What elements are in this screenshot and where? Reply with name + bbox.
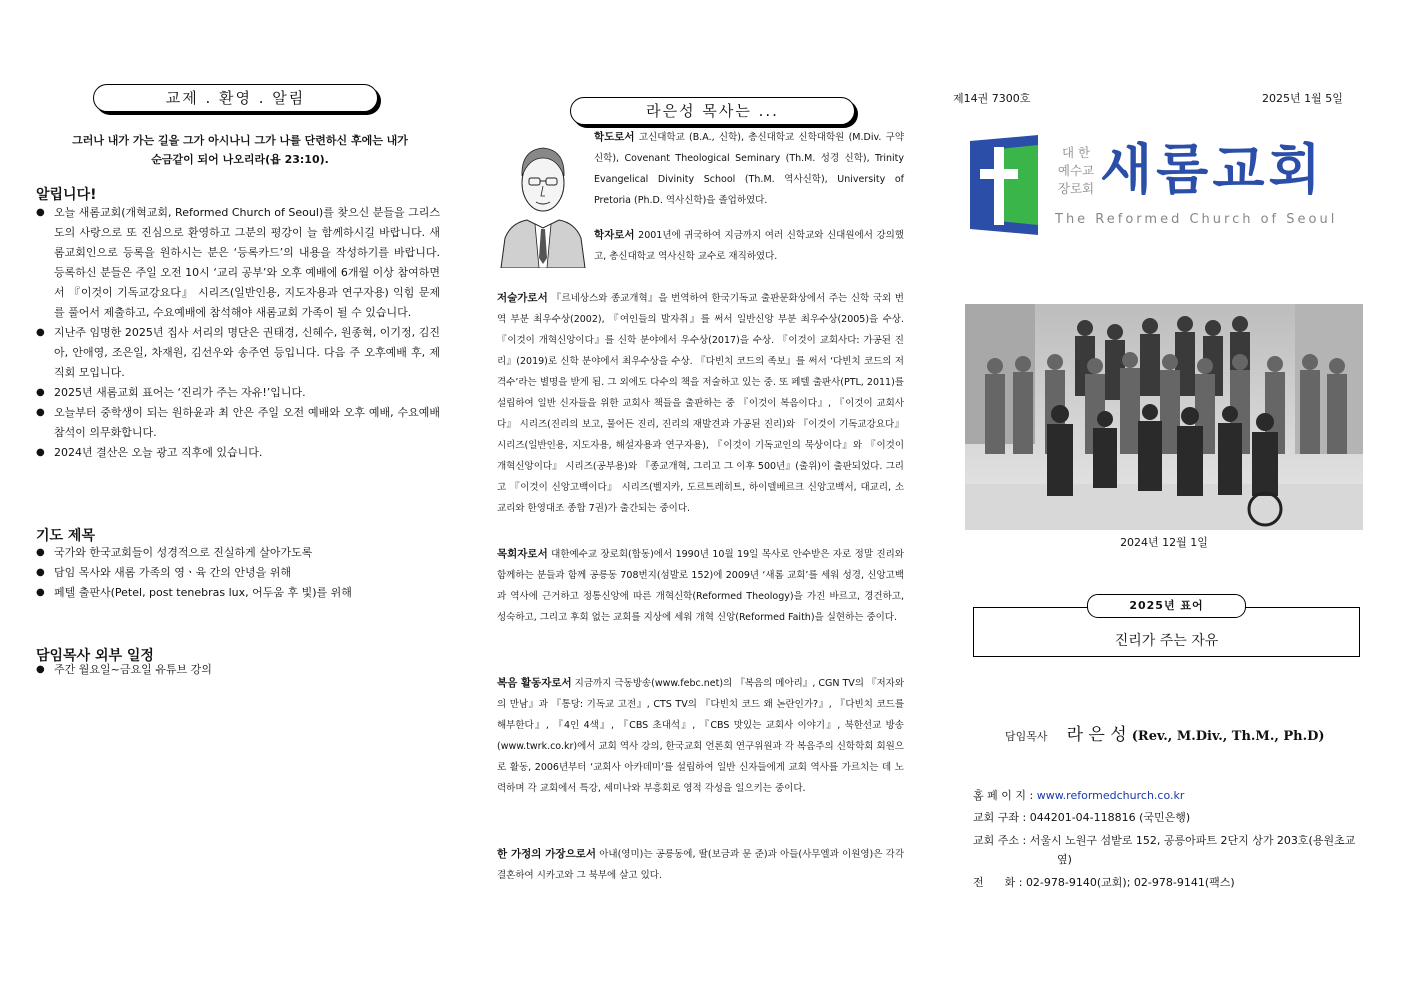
bio-family [497, 844, 904, 886]
bio-text: 『르네상스와 종교개혁』을 번역하여 한국기독교 출판문화상에서 주는 신학 국외 번역 부분 최우수상(2002), 『여인들의 발자취』를 써서 일반신앙 부분 최우수상(2005)을 수상. 『이것이 개혁신앙이다』를 신학 분야에서 우수상(2017)을 수상. 『이것이 교회사다: 가공된 진리』(2019)로 신학 분야에서 최우수상을 수상. 『다빈치 코드의 족보』를 써서 ‘다빈치 코드의 저격수’라는 별명을 받게 됨. 그 외에도 다수의 책을 저술하고 있는 중. 또 페텔 출판사(PTL, 2011)를 설립하여 일반 신자들을 위한 교회사 책들을 출판하는 중 『이것이 복음이다』, 『이것이 교회사다』 시리즈(진리의 보고, 물어든 진리, 진리의 재발견과 가공된 진리)와 『이것이 기독교강요다』 시리즈(일반인용, 지도자용, 해설자용과 연구자용), 『이것이 기독교인의 묵상이다』와 『이것이 개혁신앙이다』 시리즈(공부용)와 『종교개혁, 그리고 그 이후 500년』(출위)이 출판되었다. 그리고 『이것이 신앙고백이다』 시리즈(벨지카, 도르트레히트, 하이델베르크 신앙고백서, 대교리, 소교리와 한영대조 종합 7권)가 출간되는 중이다. [497, 293, 904, 514]
bio-lead: 한 가정의 가장으로서 [497, 848, 597, 860]
bio-lead: 저술가로서 [497, 292, 548, 304]
prayer-list [34, 543, 440, 603]
info-value: 서울시 노원구 섬밭로 152, 공릉아파트 2단지 상가 203호(용원초교 옆) [1029, 834, 1356, 866]
verse [40, 131, 440, 169]
info-label: 전 화 : [973, 876, 1026, 889]
bio-academic [594, 225, 904, 267]
list-item: ● 담임 목사와 새롬 가족의 영ㆍ육 간의 안녕을 위해 [34, 563, 440, 583]
logo-side-text [1054, 144, 1098, 198]
notices-list [34, 203, 440, 463]
homepage-link[interactable]: www.reformedchurch.co.kr [1036, 789, 1185, 802]
list-item: ● 페텔 출판사(Petel, post tenebras lux, 어두움 후 빛)를 위해 [34, 583, 440, 603]
church-info [973, 785, 1373, 894]
pastor-line [1005, 720, 1325, 745]
bio-text: 아내(영미)는 공릉동에, 딸(보금과 문 준)과 아들(사무엘과 이원영)은 각각 결혼하여 시카고와 그 북부에 살고 있다. [497, 849, 905, 881]
bio-writer [497, 288, 904, 519]
middle-banner: 라은성 목사는 ... [570, 97, 855, 125]
bio-lead: 학도로서 [594, 131, 635, 143]
logo-side-line-2: 예수교 [1057, 163, 1095, 178]
bio-evangelist [497, 673, 904, 799]
photo-caption: 2024년 12월 1일 [1120, 536, 1208, 549]
bio-lead: 학자로서 [594, 229, 635, 241]
info-value: 02-978-9140(교회); 02-978-9141(팩스) [1025, 876, 1235, 889]
volume-number: 제14권 7300호 [953, 92, 1031, 105]
bio-text: 고신대학교 (B.A., 신학), 총신대학교 신학대학원 (M.Div. 구약 신학), Covenant Theological Seminary (Th.M. 성경 신학), Trinity Evangelical Divinity School (Th.M. 역사신학), University of Pretoria (Ph.D. 역사신학)을 졸업하였다. [594, 132, 904, 206]
notices-title: 알립니다! [36, 187, 97, 203]
info-value: 044201-04-118816 (국민은행) [1029, 811, 1191, 824]
church-name-logo: 새롬교회 [1100, 138, 1325, 201]
bio-lead: 목회자로서 [497, 548, 548, 560]
info-homepage [973, 785, 1373, 807]
schedule-list [34, 660, 440, 680]
info-label: 교회 구좌 : [973, 811, 1030, 824]
pastor-name: 라 은 성 [1066, 725, 1127, 745]
verse-line-2: 순금같이 되어 나오리라(욥 23:10). [151, 153, 329, 166]
bio-text: 대한예수교 장로회(합동)에서 1990년 10월 19일 목사로 안수받은 자로 정말 진리와 함께하는 분들과 함께 공릉동 708번지(섬발로 152)에 2009년 ‘새롬 교회’를 세워 성경, 신앙고백과 역사에 근거하고 정통신앙에 따른 개혁신학(Reformed Theology)을 가진 바르고, 경건하고, 성숙하고, 그리고 후회 없는 교회를 지상에 세워 개혁 신앙(Reformed Faith)을 실현하는 중이다. [497, 549, 904, 623]
list-item: ● 주간 월요일~금요일 유튜브 강의 [34, 660, 440, 680]
verse-line-1: 그러나 내가 가는 길을 그가 아시나니 그가 나를 단련하신 후에는 내가 [72, 134, 408, 147]
issue-date: 2025년 1월 5일 [1262, 92, 1343, 105]
list-item: ● 2024년 결산은 오늘 광고 직후에 있습니다. [34, 443, 440, 463]
bio-scholar [594, 127, 904, 211]
pastor-degrees: (Rev., M.Div., Th.M., Ph.D) [1131, 729, 1325, 744]
bio-text: 지금까지 극동방송(www.febc.net)의 『복음의 메아리』, CGN TV의 『저자와의 만남』과 『통당: 기독교 고전』, CTS TV의 『다빈치 코드 왜 논란인가?』, 『다빈치 코드를 해부한다』, 『4인 4색』, 『CBS 초대석』, 『CBS 맛있는 교회사 이야기』, 북한선교 방송(www.twrk.co.kr)에서 교회 역사 강의, 한국교회 언론회 연구위원과 각 복음주의 신학학회 회원으로 활동, 2006년부터 ‘교회사 아카데미’를 설립하여 일반 신자들에게 교회 역사를 가르치는 데 노력하며 각 교회에서 특강, 세미나와 부흥회로 영적 각성을 일으키는 중이다. [497, 678, 905, 794]
church-logo-icon [970, 135, 1038, 235]
list-item: ● 국가와 한국교회들이 성경적으로 진실하게 살아가도록 [34, 543, 440, 563]
list-item: ● 2025년 새롬교회 표어는 ‘진리가 주는 자유!’입니다. [34, 383, 440, 403]
bio-text: 2001년에 귀국하여 지금까지 여러 신학교와 신대원에서 강의했고, 총신대학교 역사신학 교수로 재직하였다. [594, 230, 904, 262]
motto-text: 진리가 주는 자유 [1114, 633, 1219, 649]
info-account [973, 807, 1373, 829]
info-phone [973, 872, 1373, 894]
info-address [973, 831, 1373, 869]
prayer-title: 기도 제목 [36, 528, 95, 544]
list-item: ● 지난주 임명한 2025년 집사 서리의 명단은 권태경, 신혜수, 원종혁, 이기정, 김진아, 안애영, 조은일, 차재원, 김선우와 송주연 등입니다. 다음 주 오후예배 후, 제직회 모입니다. [34, 323, 440, 383]
logo-side-line-1: 대 한 [1061, 145, 1091, 160]
info-label: 교회 주소 : [973, 834, 1030, 847]
list-item: ● 오늘 새롬교회(개혁교회, Reformed Church of Seoul)를 찾으신 분들을 그리스도의 사랑으로 또 진심으로 환영하고 그분의 평강이 늘 함께하시길 바랍니다. 새롬교회인으로 등록을 원하시는 분은 ‘등록카드’의 내용을 작성하기를 바랍니다. 등록하신 분들은 주일 오전 10시 ‘교리 공부’와 오후 예배에 6개월 이상 참여하면서 『이것이 기독교강요다』 시리즈(일반인용, 지도자용과 연구자용) 익힘 문제를 풀어서 제출하고, 수요예배에 참석해야 새롬교회 가족이 될 수 있습니다. [34, 203, 440, 323]
church-english-name: The Reformed Church of Seoul [1055, 212, 1338, 227]
left-banner: 교제 . 환영 . 알림 [93, 84, 378, 112]
pastor-portrait-sketch [497, 128, 589, 268]
schedule-title: 담임목사 외부 일정 [36, 648, 154, 664]
bio-pastor [497, 544, 904, 628]
info-label: 홈 페 이 지 : [973, 789, 1037, 802]
congregation-photo [965, 304, 1363, 530]
motto-label: 2025년 표어 [1087, 594, 1246, 618]
pastor-label: 담임목사 [1005, 730, 1048, 743]
logo-side-line-3: 장로회 [1057, 181, 1095, 196]
list-item: ● 오늘부터 중학생이 되는 원하윤과 최 안은 주일 오전 예배와 오후 예배, 수요예배 참석이 의무화합니다. [34, 403, 440, 443]
bio-lead: 복음 활동자로서 [497, 677, 572, 689]
